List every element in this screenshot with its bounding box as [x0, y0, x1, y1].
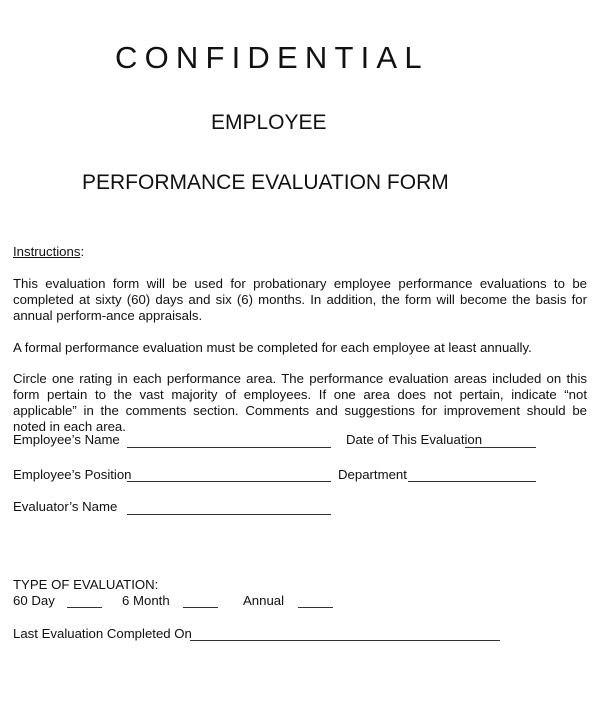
instructions-heading: Instructions:: [13, 244, 85, 259]
date-of-evaluation-label: Date of This Evaluation: [346, 432, 483, 447]
evaluation-type-6-month-label: 6 Month: [122, 593, 170, 608]
evaluation-type-60-day-label: 60 Day: [13, 593, 55, 608]
employee-position-label: Employee’s Position: [13, 467, 132, 482]
form-subtitle-employee: EMPLOYEE: [211, 111, 327, 134]
department-field[interactable]: [408, 481, 536, 482]
evaluation-type-annual-field[interactable]: [298, 607, 333, 608]
form-title: CONFIDENTIAL: [115, 40, 429, 75]
form-subtitle-performance: PERFORMANCE EVALUATION FORM: [82, 171, 449, 194]
employee-name-label: Employee’s Name: [13, 432, 120, 447]
evaluation-type-60-day-field[interactable]: [67, 607, 102, 608]
instructions-paragraph-3: Circle one rating in each performance area. The performance evaluation areas included on this form pertain to the vast majority of employees. If one area does not pertain, indicate “not applicable” in the comments section. Comments and suggestions for improvement should be noted in each area.: [13, 371, 587, 434]
evaluator-name-field[interactable]: [127, 514, 331, 515]
date-of-evaluation-field[interactable]: [465, 447, 536, 448]
department-label: Department: [338, 467, 407, 482]
employee-name-field[interactable]: [127, 447, 331, 448]
evaluator-name-label: Evaluator’s Name: [13, 499, 118, 514]
last-evaluation-label: Last Evaluation Completed On: [13, 626, 192, 641]
last-evaluation-field[interactable]: [190, 640, 500, 641]
instructions-paragraph-2: A formal performance evaluation must be completed for each employee at least annually.: [13, 340, 532, 355]
evaluation-type-heading: TYPE OF EVALUATION:: [13, 577, 159, 592]
employee-position-field[interactable]: [127, 481, 331, 482]
evaluation-type-6-month-field[interactable]: [183, 607, 218, 608]
instructions-label: Instructions: [13, 244, 81, 259]
instructions-paragraph-1: This evaluation form will be used for probationary employee performance evaluations to be completed at sixty (60) days and six (6) months. In addition, the form will become the basis for annual perform-ance appraisals.: [13, 276, 587, 323]
evaluation-type-annual-label: Annual: [243, 593, 285, 608]
